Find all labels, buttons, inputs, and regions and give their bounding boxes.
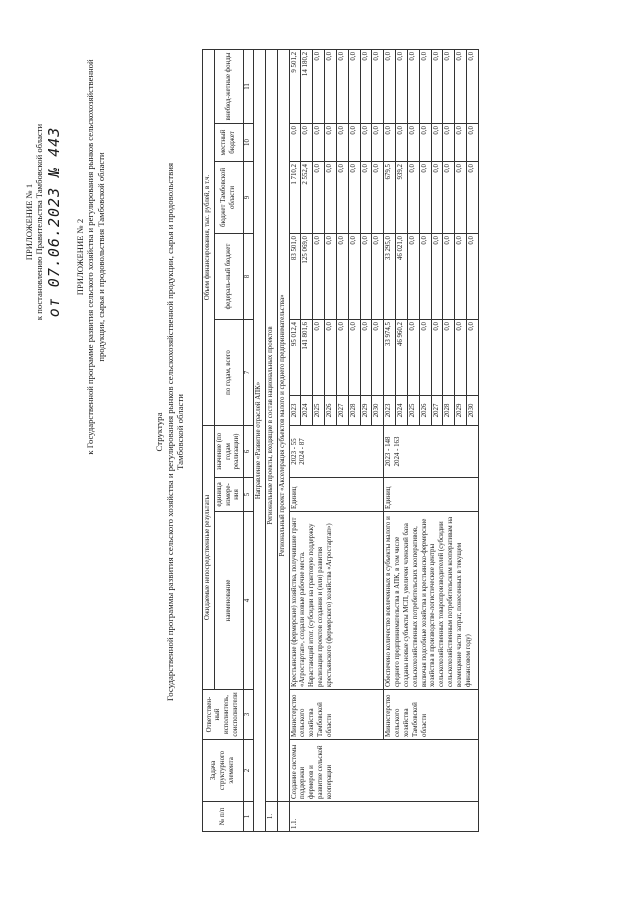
extra-cell: 0,0 — [467, 49, 479, 123]
year-cell: 2029 — [360, 396, 372, 426]
regional-cell: 0,0 — [313, 162, 325, 234]
regional-cell: 0,0 — [325, 162, 337, 234]
extra-cell: 0,0 — [348, 49, 360, 123]
rotated-landscape-sheet — [12, 37, 632, 872]
federal-cell: 0,0 — [313, 234, 325, 320]
total-cell: 0,0 — [348, 320, 360, 396]
extra-cell: 0,0 — [313, 49, 325, 123]
appendix-1-reference: к постановлению Правительства Тамбовской области — [34, 123, 45, 321]
total-cell: 95 012,4 — [289, 320, 301, 396]
appendix-1-title: ПРИЛОЖЕНИЕ № 1 — [24, 183, 34, 261]
regional-cell: 1 710,2 — [289, 162, 301, 234]
header-local: местный бюджет — [214, 124, 243, 162]
indicator-values — [289, 426, 384, 478]
total-cell: 141 801,6 — [301, 320, 313, 396]
col-number: 11 — [244, 49, 254, 123]
year-cell: 2029 — [455, 396, 467, 426]
year-cell: 2028 — [348, 396, 360, 426]
total-cell: 0,0 — [407, 320, 419, 396]
local-cell: 0,0 — [455, 124, 467, 162]
indicator-value: 2024 - 87 — [299, 438, 307, 465]
year-cell: 2030 — [467, 396, 479, 426]
direction-row — [254, 49, 266, 831]
year-cell: 2026 — [325, 396, 337, 426]
federal-cell: 0,0 — [407, 234, 419, 320]
header-regional: бюджет Тамбовской области — [214, 162, 243, 234]
year-cell: 2024 — [301, 396, 313, 426]
indicator-name: Обеспечено количество вовлеченных в субъекты малого и среднего предпринимательства в АПК, в том числе созданы новые субъекты МСП, увеличен членский база сельскохозяйственных потребительских кооперативов, включая подсобные хозяйства и крестьянско-фермерские хозяйства в производстве-логистические центры сельскохозяйственных товаропроизводителей (субсидии сельскохозяйственным потребительским кооперативам на возмещение части затрат, понесенных в текущем финансовом году) — [384, 512, 479, 690]
document-title: Структура — [154, 412, 164, 452]
extra-cell: 0,0 — [396, 49, 408, 123]
year-cell: 2028 — [443, 396, 455, 426]
indicator-value: 2023 - 148 — [385, 436, 393, 467]
total-cell: 0,0 — [372, 320, 384, 396]
project-row — [277, 49, 289, 831]
col-number: 1 — [244, 802, 254, 832]
document-title-block — [154, 152, 186, 712]
total-cell: 0,0 — [325, 320, 337, 396]
total-cell: 0,0 — [336, 320, 348, 396]
federal-cell: 0,0 — [325, 234, 337, 320]
local-cell: 0,0 — [313, 124, 325, 162]
local-cell: 0,0 — [396, 124, 408, 162]
year-cell: 2024 — [396, 396, 408, 426]
indicator-value: 2024 - 163 — [394, 436, 402, 467]
indicator-values — [384, 426, 479, 478]
federal-cell: 0,0 — [455, 234, 467, 320]
regional-cell: 939,2 — [396, 162, 408, 234]
extra-cell: 0,0 — [325, 49, 337, 123]
local-cell: 0,0 — [336, 124, 348, 162]
indicator-value: 2023 - 55 — [290, 438, 298, 465]
header-by-year: по годам, всего — [214, 320, 243, 426]
local-cell: 0,0 — [407, 124, 419, 162]
appendix-2-title: ПРИЛОЖЕНИЕ № 2 — [75, 218, 85, 296]
regional-cell: 0,0 — [431, 162, 443, 234]
header-federal: федераль-ный бюджет — [214, 234, 243, 320]
total-cell: 0,0 — [455, 320, 467, 396]
indicator-unit: Единиц — [384, 478, 479, 512]
year-cell: 2025 — [407, 396, 419, 426]
total-cell: 0,0 — [360, 320, 372, 396]
col-number: 8 — [244, 234, 254, 320]
project-title: Региональный проект «Акселерация субъектов малого и среднего предпринимательства» — [277, 49, 289, 801]
header-task: Задача структурного элемента — [203, 740, 244, 802]
header-results: Ожидаемые непосредственные результаты — [203, 426, 215, 690]
total-cell: 46 960,2 — [396, 320, 408, 396]
regional-cell: 679,5 — [384, 162, 396, 234]
appendix-2-block — [75, 57, 106, 457]
extra-cell: 9 501,2 — [289, 49, 301, 123]
local-cell: 0,0 — [372, 124, 384, 162]
extra-cell: 0,0 — [443, 49, 455, 123]
col-number: 7 — [244, 320, 254, 426]
extra-cell: 0,0 — [384, 49, 396, 123]
indicator-unit: Единиц — [289, 478, 384, 512]
local-cell: 0,0 — [325, 124, 337, 162]
local-cell: 0,0 — [348, 124, 360, 162]
extra-cell: 0,0 — [372, 49, 384, 123]
year-cell: 2025 — [313, 396, 325, 426]
year-cell: 2030 — [372, 396, 384, 426]
regional-cell: 0,0 — [467, 162, 479, 234]
regional-cell: 0,0 — [407, 162, 419, 234]
header-name: наименование — [214, 512, 243, 690]
total-cell: 0,0 — [431, 320, 443, 396]
federal-cell: 0,0 — [348, 234, 360, 320]
regional-cell: 0,0 — [372, 162, 384, 234]
total-cell: 33 974,5 — [384, 320, 396, 396]
year-cell: 2026 — [419, 396, 431, 426]
local-cell: 0,0 — [443, 124, 455, 162]
col-number: 4 — [244, 512, 254, 690]
header-extra: внебюд-жетные фонды — [214, 49, 243, 123]
year-cell: 2027 — [431, 396, 443, 426]
extra-cell: 0,0 — [455, 49, 467, 123]
col-number: 6 — [244, 426, 254, 478]
responsible-text: Министерство сельского хозяйства Тамбовской области — [384, 690, 479, 740]
header-row-1 — [203, 49, 215, 831]
federal-cell: 0,0 — [431, 234, 443, 320]
federal-cell: 0,0 — [443, 234, 455, 320]
total-cell: 0,0 — [313, 320, 325, 396]
regional-cell: 2 552,4 — [301, 162, 313, 234]
year-cell: 2023 — [384, 396, 396, 426]
column-number-row — [244, 49, 254, 831]
col-number: 9 — [244, 162, 254, 234]
section-title: Региональные проекты, входящие в состав национальных проектов — [265, 49, 277, 801]
handwritten-date-number: от 07.06.2023 № 443 — [44, 126, 63, 318]
funding-row — [289, 49, 301, 831]
col-number: 2 — [244, 740, 254, 802]
federal-cell: 0,0 — [360, 234, 372, 320]
col-number: 5 — [244, 478, 254, 512]
local-cell: 0,0 — [301, 124, 313, 162]
header-value: значение (по годам реализации) — [214, 426, 243, 478]
local-cell: 0,0 — [419, 124, 431, 162]
regional-cell: 0,0 — [419, 162, 431, 234]
header-n: № п/п — [203, 802, 244, 832]
regional-cell: 0,0 — [336, 162, 348, 234]
responsible-text: Министерство сельского хозяйства Тамбовской области — [289, 690, 384, 740]
total-cell: 0,0 — [443, 320, 455, 396]
appendix-2-reference: к Государственной программе развития сельского хозяйства и регулирования рынков сельскохозяйственной продукции, сырья и продовольствия Тамбовской области — [85, 59, 106, 455]
section-row — [265, 49, 277, 831]
local-cell: 0,0 — [384, 124, 396, 162]
federal-cell: 0,0 — [372, 234, 384, 320]
structure-table — [202, 49, 479, 832]
col-number: 10 — [244, 124, 254, 162]
regional-cell: 0,0 — [455, 162, 467, 234]
extra-cell: 0,0 — [407, 49, 419, 123]
local-cell: 0,0 — [431, 124, 443, 162]
federal-cell: 83 501,0 — [289, 234, 301, 320]
header-funding: Объем финансирования, тыс. рублей, в т.ч. — [203, 49, 215, 425]
item-number: 1.1. — [289, 802, 478, 832]
federal-cell: 33 295,0 — [384, 234, 396, 320]
header-resp: Ответствен-ный исполнитель, соисполнители — [203, 690, 244, 740]
indicator-name: Крестьянские (фермерские) хозяйства, получившие грант «Агростартап», создали новые рабочие места. Нарастающий итог. (субсидии на грантовую поддержку реализации проектов создания и (или) развития крестьянского (фермерского) хозяйства «Агростартап») — [289, 512, 384, 690]
section-number: 1. — [265, 802, 277, 832]
extra-cell: 0,0 — [360, 49, 372, 123]
document-subtitle: Государственной программы развития сельского хозяйства и регулирования рынков сельскохозяйственной продукции, сырья и продовольствия Тамбовской области — [164, 162, 186, 702]
direction-title: Направление «Развитие отраслей АПК» — [254, 49, 266, 831]
task-text: Создание системы поддержки фермеров и развитие сельской кооперации — [289, 740, 478, 802]
funding-row — [384, 49, 396, 831]
extra-cell: 14 180,2 — [301, 49, 313, 123]
year-cell: 2023 — [289, 396, 301, 426]
total-cell: 0,0 — [467, 320, 479, 396]
regional-cell: 0,0 — [348, 162, 360, 234]
year-cell: 2027 — [336, 396, 348, 426]
federal-cell: 0,0 — [467, 234, 479, 320]
extra-cell: 0,0 — [336, 49, 348, 123]
local-cell: 0,0 — [360, 124, 372, 162]
project-spacer — [277, 802, 289, 832]
federal-cell: 125 069,0 — [301, 234, 313, 320]
local-cell: 0,0 — [289, 124, 301, 162]
local-cell: 0,0 — [467, 124, 479, 162]
federal-cell: 46 021,0 — [396, 234, 408, 320]
total-cell: 0,0 — [419, 320, 431, 396]
extra-cell: 0,0 — [419, 49, 431, 123]
extra-cell: 0,0 — [431, 49, 443, 123]
regional-cell: 0,0 — [443, 162, 455, 234]
federal-cell: 0,0 — [336, 234, 348, 320]
header-unit: единица измере-ния — [214, 478, 243, 512]
appendix-1-block — [24, 42, 63, 402]
col-number: 3 — [244, 690, 254, 740]
federal-cell: 0,0 — [419, 234, 431, 320]
regional-cell: 0,0 — [360, 162, 372, 234]
